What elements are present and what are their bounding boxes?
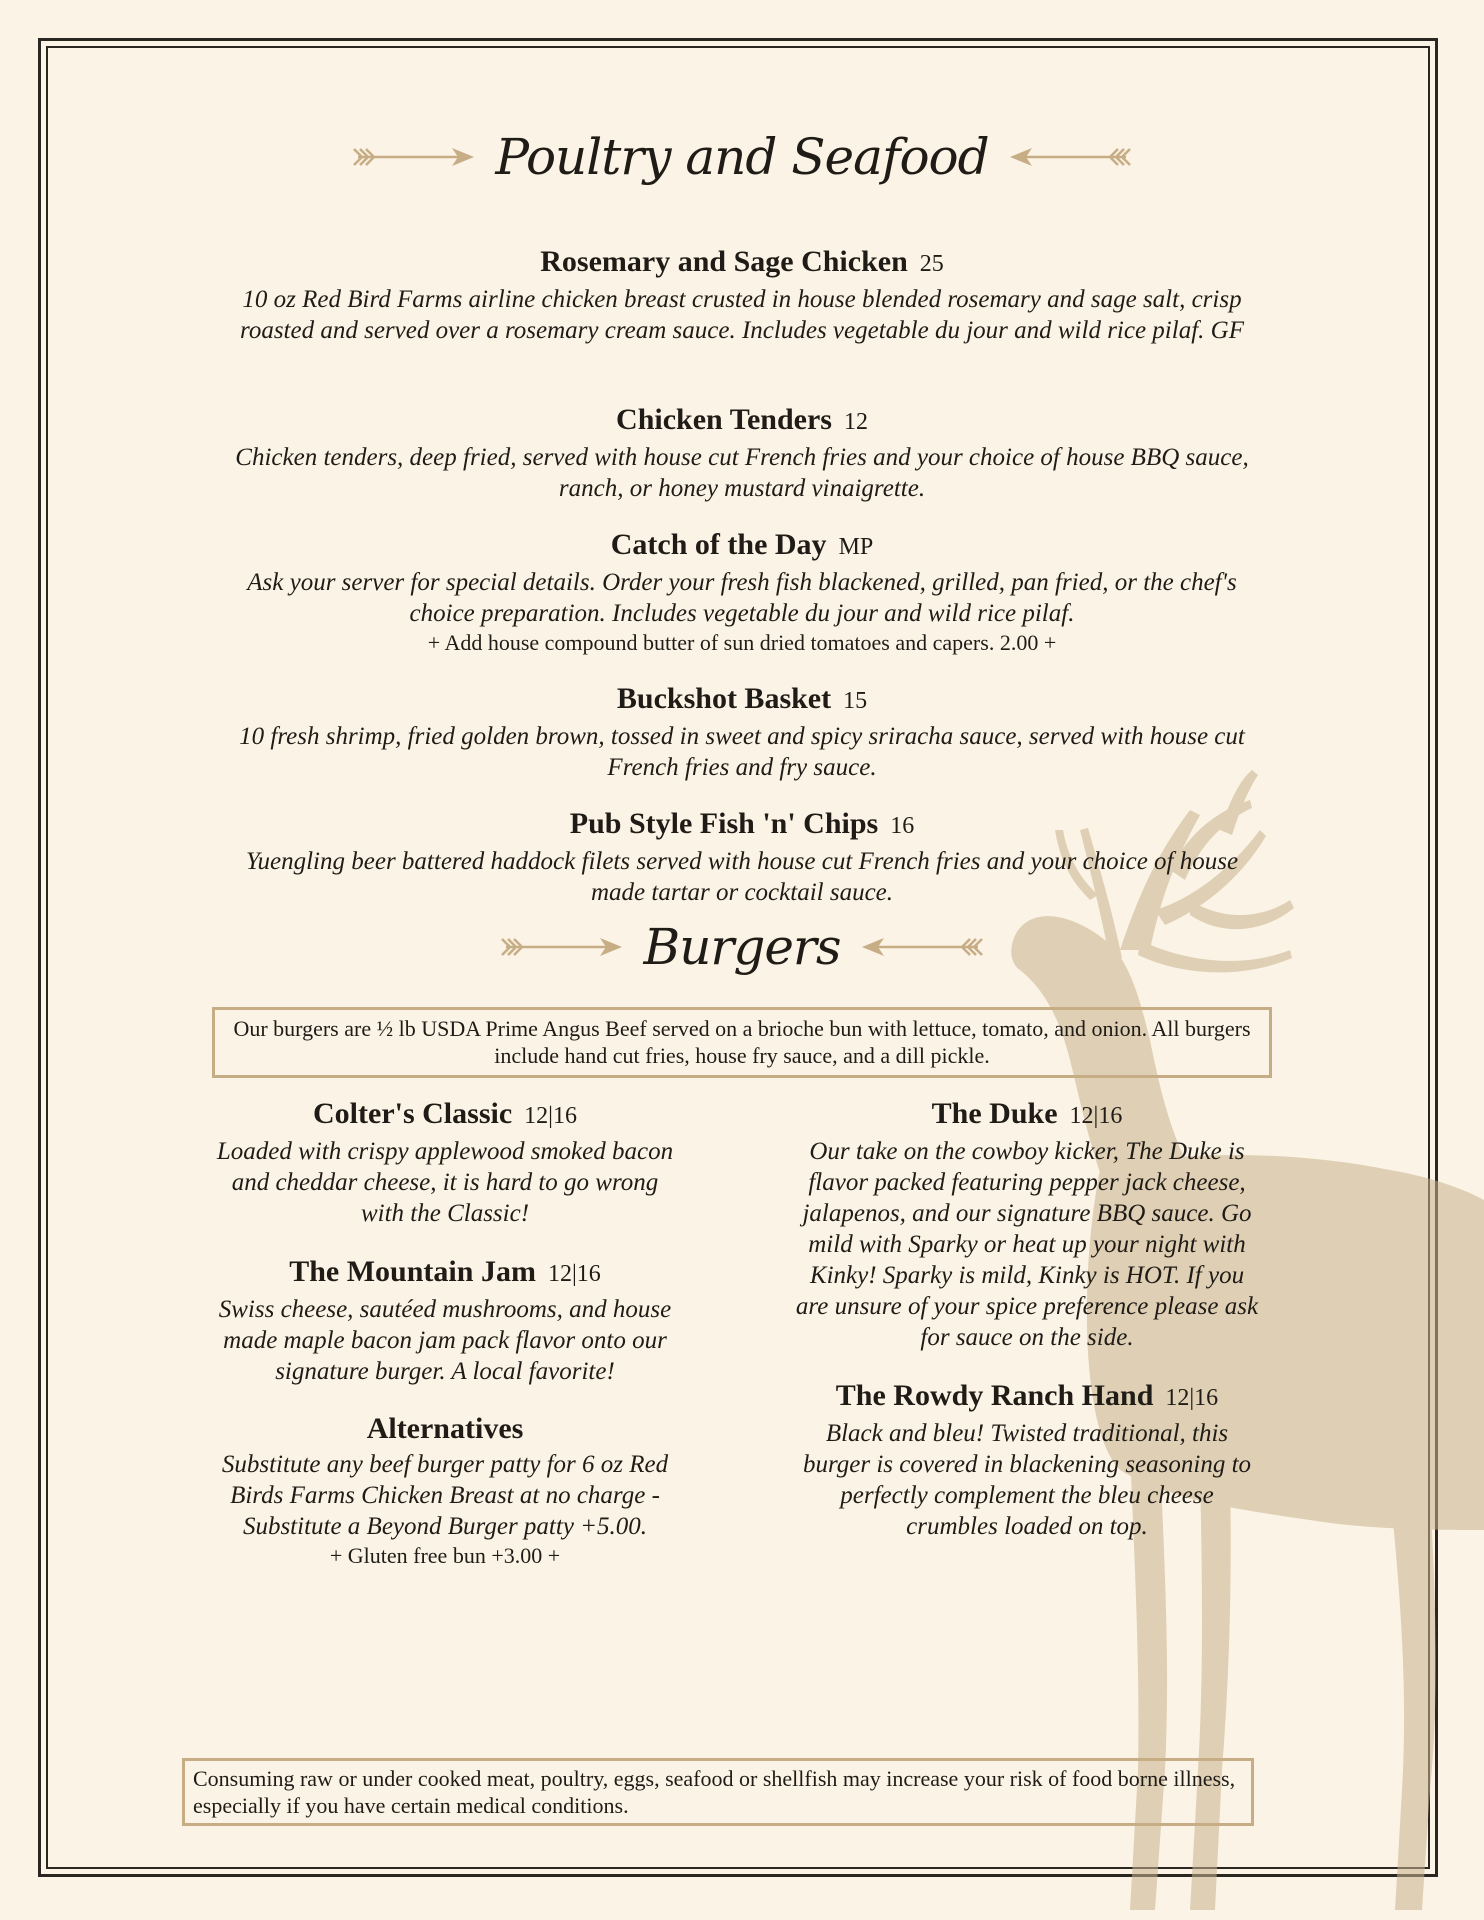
section-title: Burgers <box>643 918 841 976</box>
burgers-heading <box>0 918 1484 976</box>
item-name: Catch of the Day <box>610 528 827 561</box>
item-description: Substitute any beef burger patty for 6 oz Red Birds Farms Chicken Breast at no charge - Substitute a Beyond Burger patty +5.00. <box>221 1451 669 1540</box>
item-name: Alternatives <box>366 1412 524 1445</box>
item-price: MP <box>838 534 874 560</box>
arrow-left-icon <box>859 935 984 959</box>
item-addon: + Add house compound butter of sun dried tomatoes and capers. 2.00 + <box>427 630 1057 655</box>
item-description: 10 oz Red Bird Farms airline chicken breast crusted in house blended rosemary and sage salt, crisp roasted and served over a rosemary cream sauce. Includes vegetable du jour and wild rice pilaf. GF <box>240 286 1244 344</box>
item-name: The Duke <box>931 1097 1058 1130</box>
item-description: Black and bleu! Twisted traditional, this burger is covered in blackening seasoning to perfectly complement the bleu cheese crumbles loaded on top. <box>802 1420 1252 1540</box>
menu-item <box>782 1378 1272 1542</box>
item-description: 10 fresh shrimp, fried golden brown, tossed in sweet and spicy sriracha sauce, served with house cut French fries and fry sauce. <box>239 723 1245 781</box>
item-price: 12|16 <box>547 1261 601 1287</box>
item-description: Yuengling beer battered haddock filets served with house cut French fries and your choice of house made tartar or cocktail sauce. <box>245 848 1239 906</box>
item-name: Colter's Classic <box>313 1097 513 1130</box>
item-price: 12|16 <box>1069 1103 1123 1129</box>
menu-item <box>190 402 1294 504</box>
menu-item <box>200 1411 690 1570</box>
burgers-intro-box: Our burgers are ½ lb USDA Prime Angus Beef served on a brioche bun with lettuce, tomato, and onion. All burgers include hand cut fries, house fry sauce, and a dill pickle. <box>212 1007 1272 1078</box>
item-description: Our take on the cowboy kicker, The Duke is flavor packed featuring pepper jack cheese, jalapenos, and our signature BBQ sauce. Go mild with Sparky or heat up your night with Kinky! Sparky is mild, Kinky is HOT. If you are unsure of your spice preference please ask for sauce on the side. <box>795 1138 1259 1351</box>
item-price: 12|16 <box>524 1103 577 1129</box>
item-price: 12|16 <box>1165 1385 1219 1411</box>
menu-item <box>782 1096 1272 1353</box>
item-description: Chicken tenders, deep fried, served with house cut French fries and your choice of house BBQ sauce, ranch, or honey mustard vinaigrette. <box>235 444 1249 502</box>
arrow-left-icon <box>1007 145 1132 169</box>
food-safety-disclaimer: Consuming raw or under cooked meat, poultry, eggs, seafood or shellfish may increase your risk of food borne illness, especially if you have certain medical conditions. <box>182 1758 1254 1826</box>
section-title: Poultry and Seafood <box>495 128 989 186</box>
item-price: 25 <box>919 251 944 277</box>
menu-item <box>190 806 1294 908</box>
poultry-heading <box>0 128 1484 186</box>
item-price: 16 <box>890 813 915 839</box>
item-description: Loaded with crispy applewood smoked bacon and cheddar cheese, it is hard to go wrong with the Classic! <box>216 1138 674 1227</box>
item-name: Buckshot Basket <box>616 682 832 715</box>
item-name: Pub Style Fish 'n' Chips <box>569 807 879 840</box>
item-name: The Mountain Jam <box>289 1255 536 1288</box>
item-description: Swiss cheese, sautéed mushrooms, and house made maple bacon jam pack flavor onto our signature burger. A local favorite! <box>218 1296 672 1385</box>
menu-item <box>200 1096 690 1229</box>
item-addon: + Gluten free bun +3.00 + <box>329 1543 561 1568</box>
item-name: Rosemary and Sage Chicken <box>540 245 908 278</box>
item-name: The Rowdy Ranch Hand <box>835 1379 1154 1412</box>
item-name: Chicken Tenders <box>616 403 832 436</box>
arrow-right-icon <box>500 935 625 959</box>
item-description: Ask your server for special details. Order your fresh fish blackened, grilled, pan fried, or the chef's choice preparation. Includes vegetable du jour and wild rice pilaf. <box>247 569 1237 627</box>
arrow-right-icon <box>352 145 477 169</box>
item-price: 15 <box>843 688 868 714</box>
menu-item <box>190 681 1294 783</box>
item-price: 12 <box>843 409 868 435</box>
menu-item <box>190 244 1294 346</box>
menu-item <box>190 527 1294 657</box>
menu-item <box>200 1254 690 1387</box>
